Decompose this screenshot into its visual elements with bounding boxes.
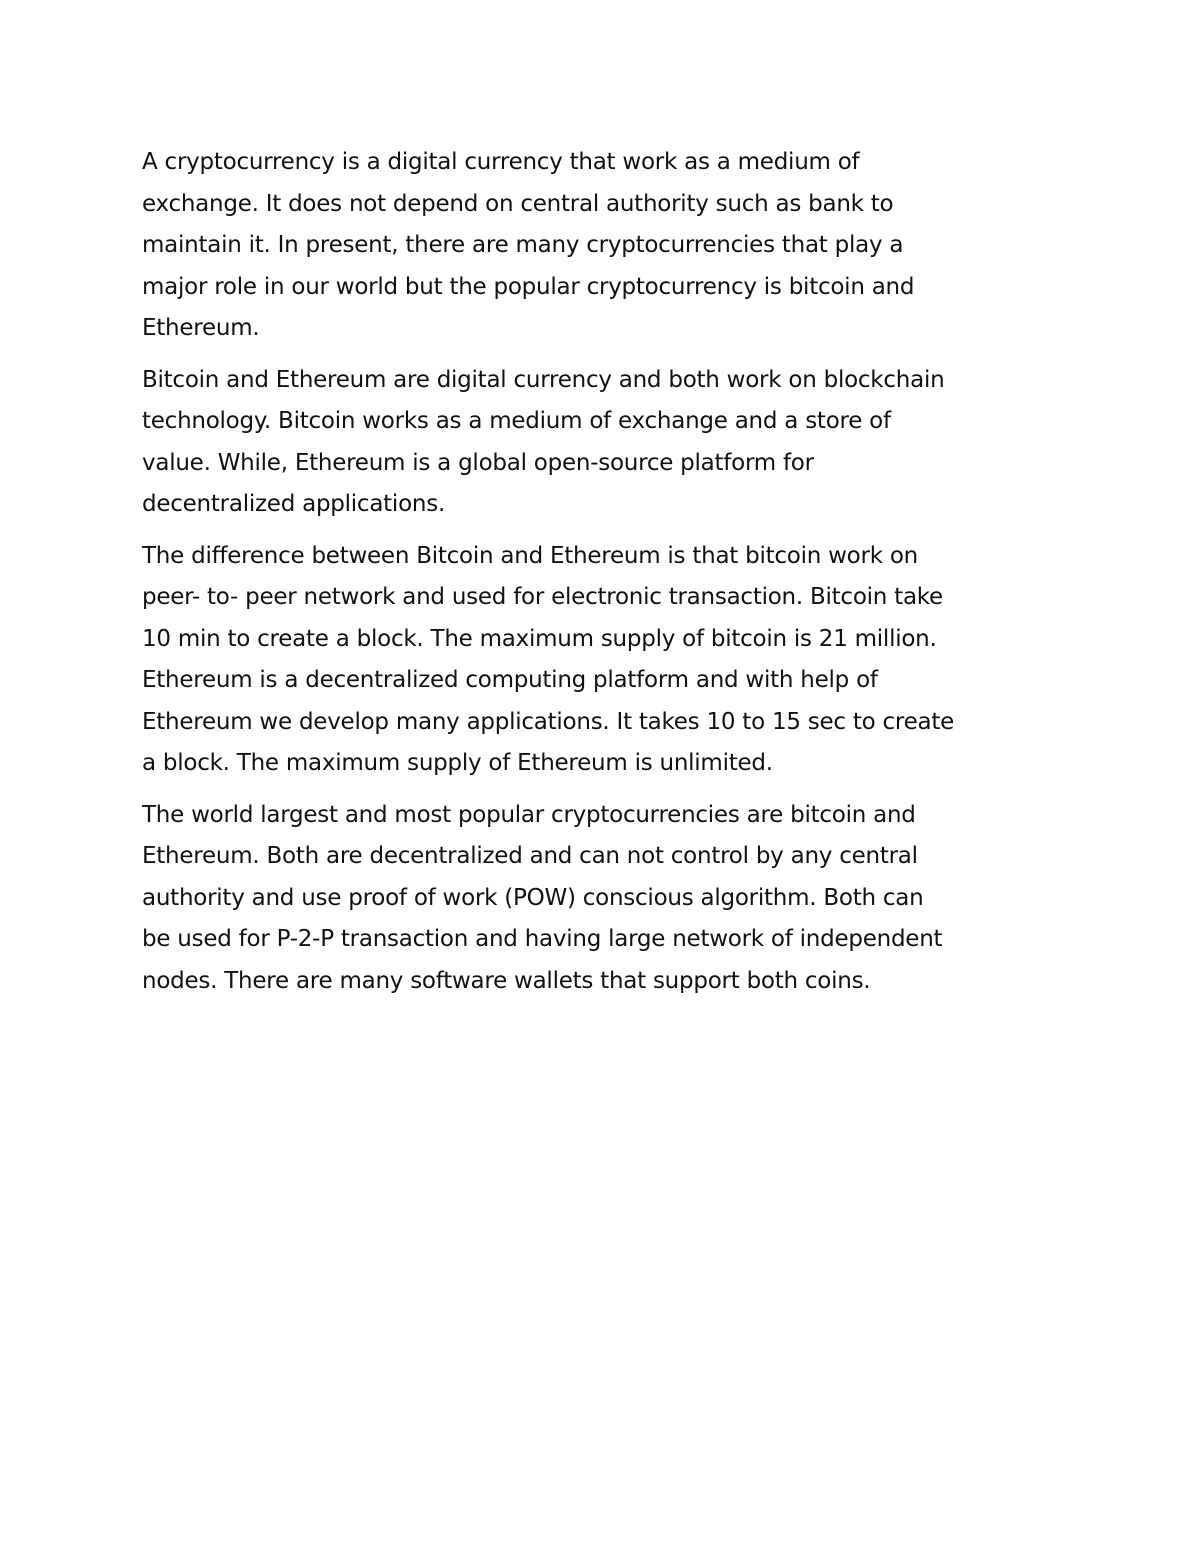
text-line: A cryptocurrency is a digital currency that work as a medium of	[142, 149, 860, 175]
text-line: The difference between Bitcoin and Ethereum is that bitcoin work on	[142, 542, 918, 569]
text-line: authority and use proof of work (POW) conscious algorithm. Both can	[142, 884, 924, 911]
text-line: Ethereum.	[142, 315, 260, 341]
text-line: exchange. It does not depend on central authority such as bank to	[142, 190, 894, 217]
text-line: maintain it. In present, there are many cryptocurrencies that play a	[142, 232, 904, 258]
text-line: value. While, Ethereum is a global open-source platform for	[142, 449, 814, 476]
text-line: a block. The maximum supply of Ethereum is unlimited.	[142, 750, 773, 776]
text-line: Bitcoin and Ethereum are digital currency and both work on blockchain	[142, 366, 945, 393]
text-line: Ethereum is a decentralized computing platform and with help of	[142, 667, 878, 693]
text-line: be used for P-2-P transaction and having large network of independent	[142, 926, 943, 952]
text-line: decentralized applications.	[142, 491, 446, 517]
text-line: major role in our world but the popular cryptocurrency is bitcoin and	[142, 273, 915, 300]
paragraph-intro	[142, 142, 1057, 350]
text-line: nodes. There are many software wallets that support both coins.	[142, 967, 871, 994]
paragraph-conclusion	[142, 795, 1057, 1003]
text-line: technology. Bitcoin works as a medium of exchange and a store of	[142, 408, 891, 434]
text-line: Ethereum. Both are decentralized and can not control by any central	[142, 843, 918, 869]
document-body	[142, 142, 1057, 1012]
text-line: peer- to- peer network and used for electronic transaction. Bitcoin take	[142, 584, 943, 610]
text-line: Ethereum we develop many applications. It takes 10 to 15 sec to create	[142, 708, 955, 735]
paragraph-bitcoin-ethereum	[142, 360, 1057, 526]
text-line: 10 min to create a block. The maximum supply of bitcoin is 21 million.	[142, 625, 937, 652]
paragraph-difference	[142, 536, 1057, 785]
text-line: The world largest and most popular cryptocurrencies are bitcoin and	[142, 801, 916, 828]
